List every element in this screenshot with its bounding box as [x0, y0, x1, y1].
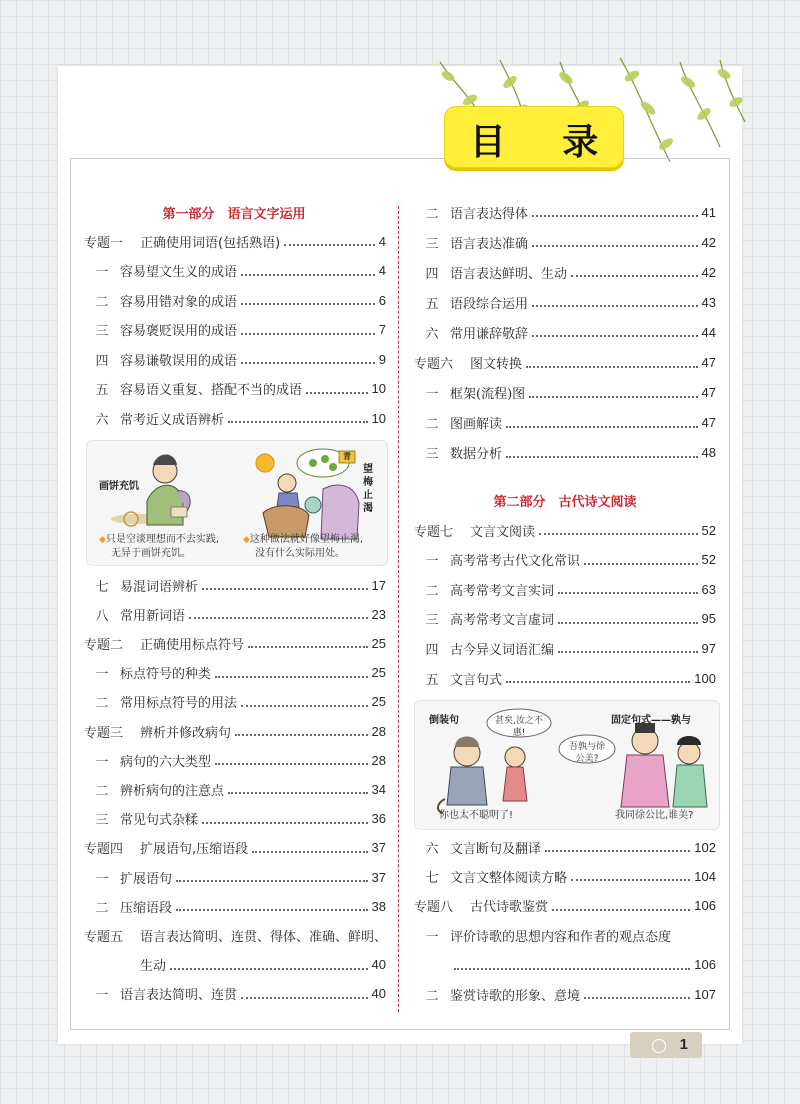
dot-leader [228, 792, 368, 794]
toc-entry-row [84, 663, 386, 683]
toc-entry-number: 二 [425, 988, 439, 1004]
toc-entry-number: 一 [95, 871, 109, 887]
toc-entry-label: 常见句式杂糅 [120, 813, 199, 829]
toc-entry-row [84, 261, 386, 281]
toc-entry-number: 二 [425, 206, 439, 222]
toc-page-number: 47 [701, 415, 716, 431]
toc-entry-number: 五 [425, 296, 439, 312]
left-caption-line-2: 无异于画饼充饥。 [111, 548, 191, 559]
toc-page-number: 7 [378, 322, 386, 337]
toc-entry-number: 一 [425, 554, 439, 570]
toc-entry-row [84, 604, 386, 624]
toc-page-number: 42 [701, 264, 716, 280]
page-title: 目 录 [469, 122, 621, 163]
toc-entry-label: 语言表达得体 [450, 206, 529, 222]
toc-entry-label: 扩展语句 [120, 871, 173, 887]
toc-page-number: 97 [701, 640, 716, 656]
left-idiom-tag: 画饼充饥 [99, 481, 139, 492]
toc-entry-row [414, 443, 716, 463]
toc-entry-row [414, 638, 716, 658]
toc-entry-number: 二 [95, 783, 109, 799]
toc-entry-number: 三 [425, 236, 439, 252]
toc-entry-label: 常考近义成语辨析 [120, 412, 225, 428]
toc-entry-number: 二 [425, 583, 439, 599]
toc-entry-label: 容易望文生义的成语 [120, 265, 238, 280]
toc-page-number: 104 [694, 868, 716, 884]
toc-entry-row [84, 575, 386, 595]
fixed-pattern-tag: 固定句式——孰与 [611, 715, 691, 726]
toc-entry-label: 正确使用标点符号 [140, 637, 245, 653]
speech-bubble-2: 吾孰与徐公美? [568, 742, 605, 764]
toc-page-number: 47 [701, 355, 716, 370]
toc-entry-label: 框架(流程)图 [450, 387, 526, 403]
toc-entry-number: 八 [95, 608, 109, 624]
toc-entry-number: 五 [95, 383, 109, 398]
toc-page-number: 36 [371, 811, 386, 827]
speech-bubble-1: 甚矣,汝之不惠! [495, 716, 543, 738]
toc-page-number: 52 [701, 522, 716, 538]
toc-page-number: 107 [694, 986, 716, 1002]
toc-entry-label: 文言句式 [450, 672, 503, 688]
toc-entry-label: 生动 [140, 959, 167, 975]
dot-leader [506, 456, 698, 458]
toc-entry-label: 辨析病句的注意点 [120, 783, 225, 799]
toc-page-number: 37 [371, 869, 386, 885]
toc-entry-row [84, 408, 386, 428]
toc-entry-label: 语段综合运用 [450, 296, 529, 312]
toc-entry-number: 专题五 [84, 929, 124, 945]
dot-leader [526, 366, 698, 368]
toc-page-number: 10 [371, 410, 386, 426]
dot-leader [241, 274, 375, 276]
toc-entry-row [84, 320, 386, 340]
toc-entry-row [414, 866, 716, 886]
smiley-icon [652, 1039, 666, 1053]
toc-entry-number: 专题七 [414, 524, 454, 540]
inversion-caption: 你也太不聪明了! [439, 810, 514, 821]
dot-leader [571, 275, 698, 277]
toc-entry-label: 高考常考古代文化常识 [450, 554, 581, 570]
dot-leader [252, 851, 367, 853]
toc-entry-row [84, 984, 386, 1004]
toc-entry-label: 数据分析 [450, 447, 503, 463]
dot-leader [235, 734, 368, 736]
right-idiom-tag: 望梅止渴 [363, 464, 373, 514]
dot-leader [202, 822, 368, 824]
toc-entry-number: 一 [95, 754, 109, 770]
toc-entry-number: 专题一 [84, 235, 124, 251]
toc-entry-number: 一 [95, 988, 109, 1004]
column-divider [398, 206, 399, 1012]
dot-leader [532, 215, 698, 217]
toc-entry-label: 高考常考文言实词 [450, 583, 555, 599]
toc-entry-label: 扩展语句,压缩语段 [140, 842, 249, 858]
toc-topic-row [84, 925, 386, 945]
toc-page-number: 9 [378, 351, 386, 367]
toc-entry-number: 专题四 [84, 842, 124, 858]
toc-entry-label: 常用谦辞敬辞 [450, 326, 529, 342]
toc-page-number: 25 [371, 694, 386, 710]
toc-topic-row [414, 353, 716, 373]
toc-entry-number: 六 [95, 412, 109, 428]
toc-entry-row [414, 550, 716, 570]
toc-entry-row [84, 867, 386, 887]
dot-leader [571, 879, 690, 881]
toc-entry-number: 一 [425, 929, 439, 945]
toc-entry-row [414, 668, 716, 688]
idiom-illustration [86, 440, 388, 566]
toc-entry-label: 图画解读 [450, 417, 503, 433]
dot-leader [584, 563, 698, 565]
toc-entry-row [414, 202, 716, 222]
right-caption-line-2: 没有什么实际用处。 [255, 548, 345, 559]
toc-page-number: 10 [371, 381, 386, 396]
toc-entry-label: 常用标点符号的用法 [120, 696, 238, 712]
toc-page-number: 38 [371, 898, 386, 914]
toc-page-number: 4 [378, 233, 386, 249]
toc-entry-number: 四 [95, 353, 109, 369]
toc-page-number: 41 [701, 204, 716, 220]
toc-entry-row [84, 750, 386, 770]
toc-entry-label: 正确使用词语(包括熟语) [140, 235, 281, 251]
toc-page-number: 48 [701, 445, 716, 461]
dot-leader [532, 335, 698, 337]
toc-entry-number: 三 [425, 613, 439, 629]
toc-entry-row [414, 579, 716, 599]
toc-entry-number: 七 [95, 579, 109, 595]
toc-entry-label: 古今异义词语汇编 [450, 642, 555, 658]
toc-entry-label: 病句的六大类型 [120, 754, 212, 770]
dot-leader [532, 245, 698, 247]
toc-entry-number: 一 [95, 667, 109, 683]
toc-entry-row [414, 609, 716, 629]
dot-leader [552, 909, 690, 911]
dot-leader [558, 651, 698, 653]
dot-leader [454, 968, 690, 970]
toc-entry-label: 语言表达简明、连贯、得体、准确、鲜明、 [140, 929, 388, 945]
toc-entry-number: 四 [425, 266, 439, 282]
toc-entry-row [414, 413, 716, 433]
classical-chinese-illustration [414, 700, 720, 830]
toc-page-number: 52 [701, 552, 716, 568]
dot-leader [506, 681, 690, 683]
dot-leader [545, 850, 690, 852]
toc-topic-row [84, 633, 386, 653]
toc-page-number: 25 [371, 665, 386, 681]
toc-entry-number: 七 [425, 870, 439, 886]
toc-entry-row [414, 984, 716, 1004]
toc-page-number: 40 [371, 986, 386, 1002]
dot-leader [539, 533, 698, 535]
toc-entry-row [414, 322, 716, 342]
part1-heading: 第一部分 语言文字运用 [162, 207, 306, 222]
toc-entry-number: 二 [95, 900, 109, 916]
dot-leader [228, 421, 368, 423]
toc-page-number: 100 [694, 670, 716, 686]
toc-page-number: 44 [701, 324, 716, 340]
toc-entry-row [414, 925, 716, 945]
toc-entry-row [84, 379, 386, 399]
dot-leader [584, 997, 690, 999]
toc-page-number: 34 [371, 781, 386, 797]
toc-entry-label: 文言断句及翻译 [450, 841, 542, 857]
toc-entry-number: 三 [95, 324, 109, 339]
toc-entry-row [84, 349, 386, 369]
toc-entry-row [84, 809, 386, 829]
toc-entry-number: 专题八 [414, 900, 454, 916]
toc-entry-number: 二 [95, 696, 109, 712]
dot-leader [558, 622, 698, 624]
toc-page-number: 28 [371, 752, 386, 768]
dot-leader [176, 880, 368, 882]
toc-entry-row [84, 896, 386, 916]
dot-leader [241, 997, 368, 999]
toc-page-number: 28 [371, 723, 386, 739]
toc-entry-label: 辨析并修改病句 [140, 725, 232, 741]
toc-entry-label: 常用新词语 [120, 608, 186, 624]
inversion-tag: 倒装句 [429, 715, 459, 726]
toc-entry-number: 专题三 [84, 725, 124, 741]
toc-entry-label: 语言表达准确 [450, 236, 529, 252]
toc-page-number: 106 [694, 898, 716, 914]
toc-entry-label: 易混词语辨析 [120, 579, 199, 595]
toc-page-number: 4 [378, 263, 386, 278]
toc-entry-label: 古代诗歌鉴赏 [470, 900, 549, 916]
toc-entry-label: 容易褒贬误用的成语 [120, 324, 238, 339]
toc-page-number: 106 [694, 957, 716, 973]
toc-page-number: 17 [371, 577, 386, 593]
page-number: 1 [679, 1036, 688, 1053]
toc-entry-number: 二 [95, 294, 109, 310]
dot-leader [170, 968, 368, 970]
toc-page-number: 25 [371, 635, 386, 651]
toc-topic-row [84, 838, 386, 858]
toc-entry-label: 标点符号的种类 [120, 667, 212, 683]
toc-entry-row [414, 232, 716, 252]
toc-entry-row [414, 262, 716, 282]
toc-entry-row [84, 779, 386, 799]
dot-leader [189, 617, 368, 619]
toc-entry-number: 专题六 [414, 357, 454, 372]
toc-entry-number: 三 [425, 447, 439, 463]
toc-entry-row [414, 383, 716, 403]
dot-leader [176, 909, 368, 911]
toc-entry-row [84, 692, 386, 712]
right-caption-line-1: 这种做法就好像望梅止渴, [249, 534, 364, 545]
toc-entry-label: 容易语义重复、搭配不当的成语 [120, 383, 303, 398]
toc-entry-label: 鉴赏诗歌的形象、意境 [450, 988, 581, 1004]
toc-entry-number: 六 [425, 841, 439, 857]
toc-entry-number: 六 [425, 326, 439, 342]
toc-topic-row [84, 721, 386, 741]
left-caption-line-1: 只是空谈理想而不去实践, [105, 534, 220, 545]
toc-entry-number: 五 [425, 672, 439, 688]
dot-leader [558, 592, 698, 594]
toc-entry-label: 容易用错对象的成语 [120, 294, 238, 310]
toc-entry-row [414, 955, 716, 975]
dot-leader [215, 763, 368, 765]
sign-text: 青 [343, 452, 351, 461]
right-idiom-caption: ◆这种做法就好像望梅止渴, 没有什么实际用处。 [243, 534, 364, 559]
part2-heading: 第二部分 古代诗文阅读 [493, 495, 637, 510]
toc-entry-label: 高考常考文言虚词 [450, 613, 555, 629]
left-idiom-caption: ◆只是空谈理想而不去实践, 无异于画饼充饥。 [99, 534, 220, 559]
dot-leader [241, 705, 368, 707]
toc-entry-label: 评价诗歌的思想内容和作者的观点态度 [450, 929, 672, 945]
toc-entry-number: 四 [425, 642, 439, 658]
toc-page-number: 95 [701, 611, 716, 627]
toc-page-number: 63 [701, 581, 716, 597]
dot-leader [215, 676, 368, 678]
toc-entry-number: 三 [95, 813, 109, 829]
dot-leader [306, 392, 368, 394]
toc-page-number: 43 [701, 294, 716, 310]
dot-leader [202, 588, 368, 590]
toc-entry-number: 一 [425, 387, 439, 403]
toc-page-number: 42 [701, 234, 716, 250]
dot-leader [529, 396, 697, 398]
toc-entry-label: 语言表达简明、连贯 [120, 988, 238, 1004]
fixed-pattern-caption: 我同徐公比,谁美? [615, 810, 694, 821]
toc-entry-label: 容易谦敬误用的成语 [120, 353, 238, 369]
toc-entry-row [414, 837, 716, 857]
page-number-tab [630, 1032, 702, 1058]
toc-entry-label: 压缩语段 [120, 900, 173, 916]
toc-topic-row [414, 520, 716, 540]
toc-entry-label: 文言文阅读 [470, 524, 536, 540]
toc-page-number: 6 [378, 292, 386, 308]
title-banner [444, 106, 624, 168]
toc-topic-row [414, 896, 716, 916]
toc-entry-row [84, 290, 386, 310]
toc-entry-number: 一 [95, 265, 109, 280]
dot-leader [241, 333, 375, 335]
dot-leader [506, 426, 698, 428]
toc-page-number: 102 [694, 839, 716, 855]
toc-entry-label: 语言表达鲜明、生动 [450, 266, 568, 282]
toc-topic-row [84, 231, 386, 251]
toc-page-number: 37 [371, 840, 386, 856]
dot-leader [532, 305, 698, 307]
toc-entry-label: 图文转换 [470, 357, 523, 372]
toc-page-number: 40 [371, 957, 386, 973]
dot-leader [284, 244, 375, 246]
toc-entry-number: 二 [425, 417, 439, 433]
dot-leader [241, 303, 375, 305]
toc-page-number: 47 [701, 385, 716, 401]
dot-leader [241, 362, 375, 364]
toc-page-number: 23 [371, 606, 386, 622]
toc-entry-row [84, 955, 386, 975]
dot-leader [248, 646, 368, 648]
toc-entry-row [414, 292, 716, 312]
toc-entry-label: 文言文整体阅读方略 [450, 870, 568, 886]
toc-entry-number: 专题二 [84, 637, 124, 653]
